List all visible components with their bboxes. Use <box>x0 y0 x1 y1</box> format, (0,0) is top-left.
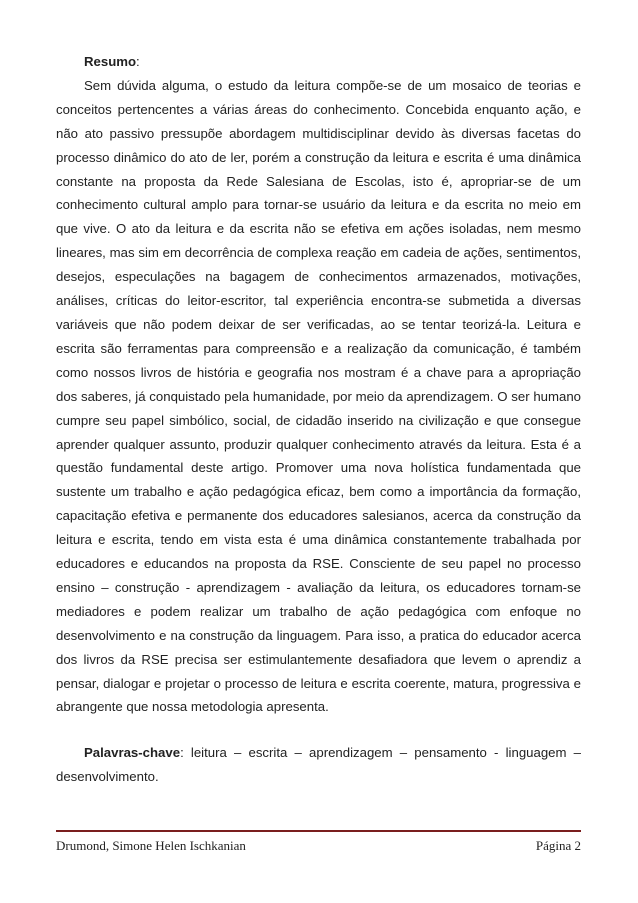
footer-rule <box>56 830 581 832</box>
footer-author: Drumond, Simone Helen Ischkanian <box>56 838 246 853</box>
keywords-text: : leitura – escrita – aprendizagem – pensamento - linguagem – desenvolvimento. <box>56 745 581 785</box>
abstract-heading-colon: : <box>136 54 140 69</box>
keywords-paragraph <box>56 741 581 789</box>
footer-page-number: Página 2 <box>535 838 581 853</box>
abstract-heading <box>56 50 581 74</box>
page-content <box>56 50 581 789</box>
abstract-body: Sem dúvida alguma, o estudo da leitura compõe-se de um mosaico de teorias e conceitos pertencentes a várias áreas do conhecimento. Concebida enquanto ação, e não ato passivo pressupõe abordagem multidisciplinar devido às diversas facetas do processo dinâmico do ato de ler, porém a construção da leitura e escrita é uma dinâmica constante na proposta da Rede Salesiana de Escolas, isto é, apropriar-se de um conhecimento cultural amplo para tornar-se usuário da leitura e da escrita no meio em que vive. O ato da leitura e da escrita não se efetiva em ações isoladas, nem mesmo lineares, mas sim em decorrência de complexa reação em cadeia de ações, sentimentos, desejos, especulações na bagagem de conhecimentos armazenados, motivações, análises, críticas do leitor-escritor, tal experiência encontra-se submetida a diversas variáveis que não podem deixar de ser verificadas, ao se tentar teorizá-la. Leitura e escrita são ferramentas para compreensão e a realização da comunicação, é também como nossos livros de história e geografia nos mostram é a chave para a apropriação dos saberes, já conquistado pela humanidade, por meio da aprendizagem. O ser humano cumpre seu papel simbólico, social, de cidadão inserido na civilização e que consegue aprender qualquer assunto, produzir qualquer conhecimento através da leitura. Esta é a questão fundamental deste artigo. Promover uma nova holística fundamentada que sustente um trabalho e ação pedagógica eficaz, bem como a importância da formação, capacitação efetiva e permanente dos educadores salesianos, acerca da construção da leitura e escrita, tendo em vista esta é uma dinâmica constantemente trabalhada por educadores e educandos na proposta da RSE. Consciente de seu papel no processo ensino – construção - aprendizagem - avaliação da leitura, os educadores tornam-se mediadores e podem realizar um trabalho de ação pedagógica com enfoque no desenvolvimento e na construção da linguagem. Para isso, a pratica do educador acerca dos livros da RSE precisa ser estimulantemente desafiadora que levem o aprendiz a pensar, dialogar e projetar o processo de leitura e escrita coerente, matura, progressiva e abrangente que nossa metodologia apresenta. <box>56 77 581 715</box>
abstract-heading-label: Resumo <box>84 54 137 69</box>
page-footer <box>56 838 581 854</box>
keywords-label: Palavras-chave <box>84 745 181 761</box>
